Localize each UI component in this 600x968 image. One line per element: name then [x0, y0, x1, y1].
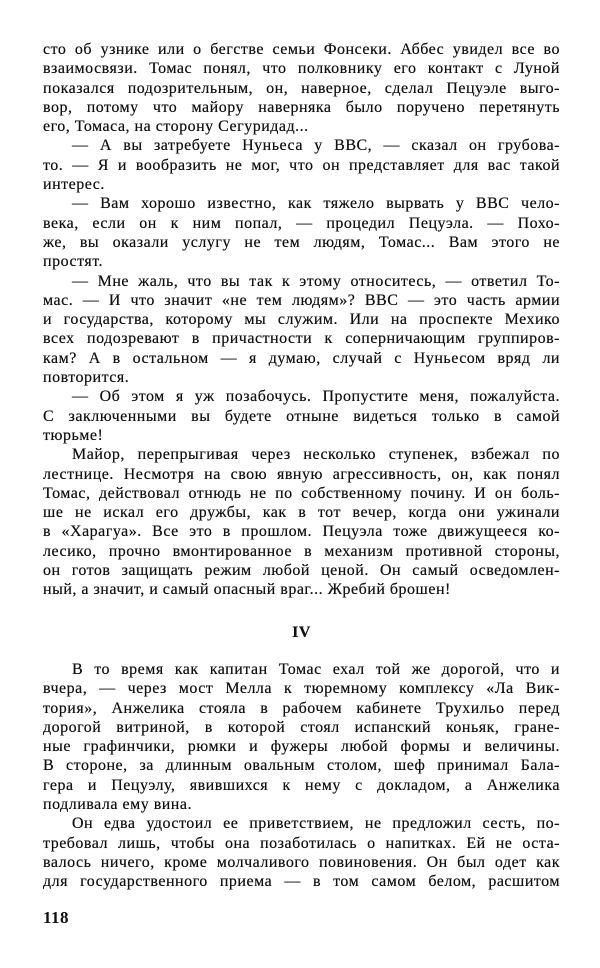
text-line: простят.	[43, 253, 103, 271]
text-line: он готов защищать режим любой ценой. Он самый осведомлен-	[43, 562, 560, 580]
text-line: тюрьме!	[43, 426, 104, 444]
text-line: Томас, действовал отнюдь не по собственному почину. И он боль-	[43, 484, 560, 502]
text-line: века, если он к ним попал, — процедил Пецуэла. — Похо-	[43, 214, 560, 232]
text-line: подливала ему вина.	[43, 795, 192, 813]
text-line: требовал лишь, чтобы она позаботилась о напитках. Ей не оста-	[43, 834, 560, 852]
text-line: С заключенными вы будете отныне видеться только в самой	[43, 407, 560, 425]
text-line: Он едва удостоил ее приветствием, не предложил сесть, по-	[72, 815, 560, 833]
text-line: — Об этом я уж позабочусь. Пропустите меня, пожалуйста.	[72, 388, 560, 406]
paragraph	[43, 387, 560, 445]
text-line: валось ничего, кроме молчаливого повиновения. Он был одет как	[43, 853, 560, 871]
paragraph	[43, 814, 560, 891]
text-line: же, вы оказали услугу не тем людям, Томас... Вам этого не	[43, 233, 560, 251]
text-line: гера и Пецуэлу, явившихся к нему с докладом, а Анжелика	[43, 776, 560, 794]
text-line: лестнице. Несмотря на свою явную агрессивность, он, как понял	[43, 465, 560, 483]
paragraph	[43, 272, 560, 388]
text-line: — А вы затребуете Нуньеса у ВВС, — сказал он грубова-	[72, 137, 560, 155]
text-line: дорогой витриной, в которой стоял испанский коньяк, гране-	[43, 718, 560, 736]
text-block-before-chapter	[43, 40, 560, 600]
text-line: — Вам хорошо известно, как тяжело вырвать у ВВС чело-	[72, 195, 560, 213]
text-line: для государственного приема — в том самом белом, расшитом	[43, 873, 560, 891]
text-line: в «Харагуа». Все это в прошлом. Пецуэла тоже движущееся ко-	[43, 523, 560, 541]
text-line: сто об узнике или о бегстве семьи Фонсеки. Аббес увидел все во	[43, 41, 560, 58]
text-line: его, Томаса, на сторону Сегуридад...	[43, 118, 309, 136]
text-line: Майор, перепрыгивая через несколько ступенек, взбежал по	[72, 446, 560, 464]
text-line: ше не искал его дружбы, как в тот вечер, когда они ужинали	[43, 504, 560, 522]
text-line: всех подозревают в причастности к соперничающим группиров-	[43, 330, 560, 348]
text-line: взаимосвязи. Томас понял, что полковнику его контакт с Луной	[43, 60, 560, 78]
paragraph	[43, 194, 560, 271]
text-line: повторится.	[43, 369, 130, 387]
text-line: — Мне жаль, что вы так к этому относитесь, — ответил То-	[72, 272, 560, 290]
text-line: показался подозрительным, он, наверное, сделал Пецуэле выго-	[43, 79, 560, 97]
book-page-text	[43, 40, 560, 891]
paragraph	[43, 445, 560, 599]
paragraph	[43, 660, 560, 814]
chapter-heading: IV	[292, 623, 311, 641]
text-line: вор, потому что майору наверняка было поручено перетянуть	[43, 98, 560, 116]
text-line: В стороне, за длинным овальным столом, шеф принимал Бала-	[43, 757, 560, 775]
text-line: лесико, прочно вмонтированное в механизм противной стороны,	[43, 542, 560, 560]
paragraph	[43, 40, 560, 136]
text-line: В то время как капитан Томас ехал той же дорогой, что и	[72, 660, 560, 678]
text-line: вчера, — через мост Мелла к тюремному комплексу «Ла Вик-	[43, 680, 560, 698]
paragraph	[43, 136, 560, 194]
text-block-after-chapter	[43, 660, 560, 892]
text-line: ные графинчики, рюмки и фужеры любой формы и величины.	[43, 738, 560, 756]
text-line: и государства, которому мы служим. Или на проспекте Мехико	[43, 311, 560, 329]
text-line: интерес.	[43, 176, 105, 194]
text-line: ный, а значит, и самый опасный враг... Жребий брошен!	[43, 581, 451, 599]
text-line: то. — Я и вообразить не мог, что он представляет для вас такой	[43, 156, 560, 174]
text-line: кам? А в остальном — я думаю, случай с Нуньесом вряд ли	[43, 349, 560, 367]
text-line: тория», Анжелика стояла в рабочем кабинете Трухильо перед	[43, 699, 560, 717]
text-line: мас. — И что значит «не тем людям»? ВВС — это часть армии	[43, 291, 560, 309]
page-number: 118	[43, 908, 70, 927]
